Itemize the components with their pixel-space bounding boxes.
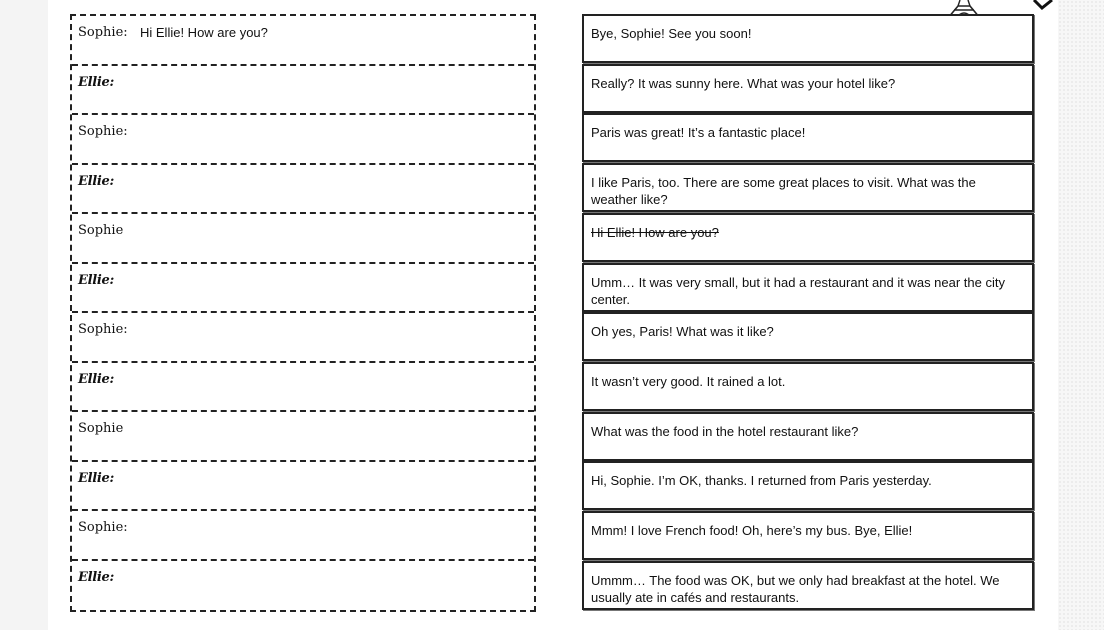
sentence-card[interactable] [582, 561, 1034, 610]
dialogue-row [72, 264, 534, 314]
speaker-label: Ellie: [78, 74, 114, 90]
sentence-card-text: Hi Ellie! How are you? [591, 224, 719, 240]
sentence-card-text: Oh yes, Paris! What was it like? [591, 324, 774, 340]
sentence-card[interactable] [582, 511, 1034, 560]
sentence-card-text: Mmm! I love French food! Oh, here’s my bus. Bye, Ellie! [591, 523, 913, 538]
corner-decoration-icon [1032, 0, 1056, 10]
dialogue-row [72, 214, 534, 264]
sentence-card-text: It wasn’t very good. It rained a lot. [591, 373, 786, 389]
dialogue-row [72, 16, 534, 66]
dialogue-row [72, 462, 534, 512]
dialogue-row [72, 412, 534, 462]
dialogue-row [72, 363, 534, 413]
speaker-label: Ellie: [78, 371, 114, 387]
dialogue-answer-panel [70, 14, 536, 612]
dialogue-cards-panel [582, 14, 1036, 614]
speaker-label: Sophie [78, 223, 124, 238]
sentence-card[interactable] [582, 461, 1034, 510]
sentence-card-text: Bye, Sophie! See you soon! [591, 26, 752, 41]
speaker-label: Ellie: [78, 173, 114, 189]
dialogue-row [72, 66, 534, 116]
dialogue-row [72, 313, 534, 363]
dialogue-row [72, 561, 534, 611]
speaker-label: Sophie: [78, 520, 128, 535]
dialogue-row [72, 511, 534, 561]
sentence-card[interactable] [582, 14, 1034, 63]
speaker-label: Sophie: [78, 25, 128, 40]
sentence-card-text: Paris was great! It’s a fantastic place! [591, 125, 806, 141]
sentence-card[interactable] [582, 362, 1034, 411]
speaker-label: Sophie: [78, 322, 128, 337]
sentence-card[interactable] [582, 113, 1034, 162]
sentence-card[interactable] [582, 163, 1034, 212]
dialogue-row [72, 115, 534, 165]
sentence-card-text: Umm… It was very small, but it had a restaurant and it was near the city center. [591, 274, 1005, 307]
speaker-label: Ellie: [78, 569, 114, 585]
speaker-label: Sophie [78, 421, 124, 436]
sentence-card[interactable] [582, 64, 1034, 113]
sentence-card[interactable] [582, 213, 1034, 262]
sentence-card-text: What was the food in the hotel restaurant like? [591, 423, 859, 439]
page-margin [1058, 0, 1104, 630]
speaker-label: Ellie: [78, 272, 114, 288]
dialogue-row [72, 165, 534, 215]
sentence-card[interactable] [582, 312, 1034, 361]
sentence-card[interactable] [582, 412, 1034, 461]
speaker-label: Sophie: [78, 124, 128, 139]
sentence-card-text: Ummm… The food was OK, but we only had breakfast at the hotel. We usually ate in cafés and restaurants. [591, 572, 1000, 605]
dialogue-line[interactable]: Hi Ellie! How are you? [140, 25, 268, 40]
sentence-card-text: I like Paris, too. There are some great places to visit. What was the weather like? [591, 175, 976, 208]
sentence-card[interactable] [582, 263, 1034, 312]
speaker-label: Ellie: [78, 470, 114, 486]
sentence-card-text: Really? It was sunny here. What was your hotel like? [591, 75, 896, 91]
sentence-card-text: Hi, Sophie. I’m OK, thanks. I returned from Paris yesterday. [591, 473, 932, 489]
